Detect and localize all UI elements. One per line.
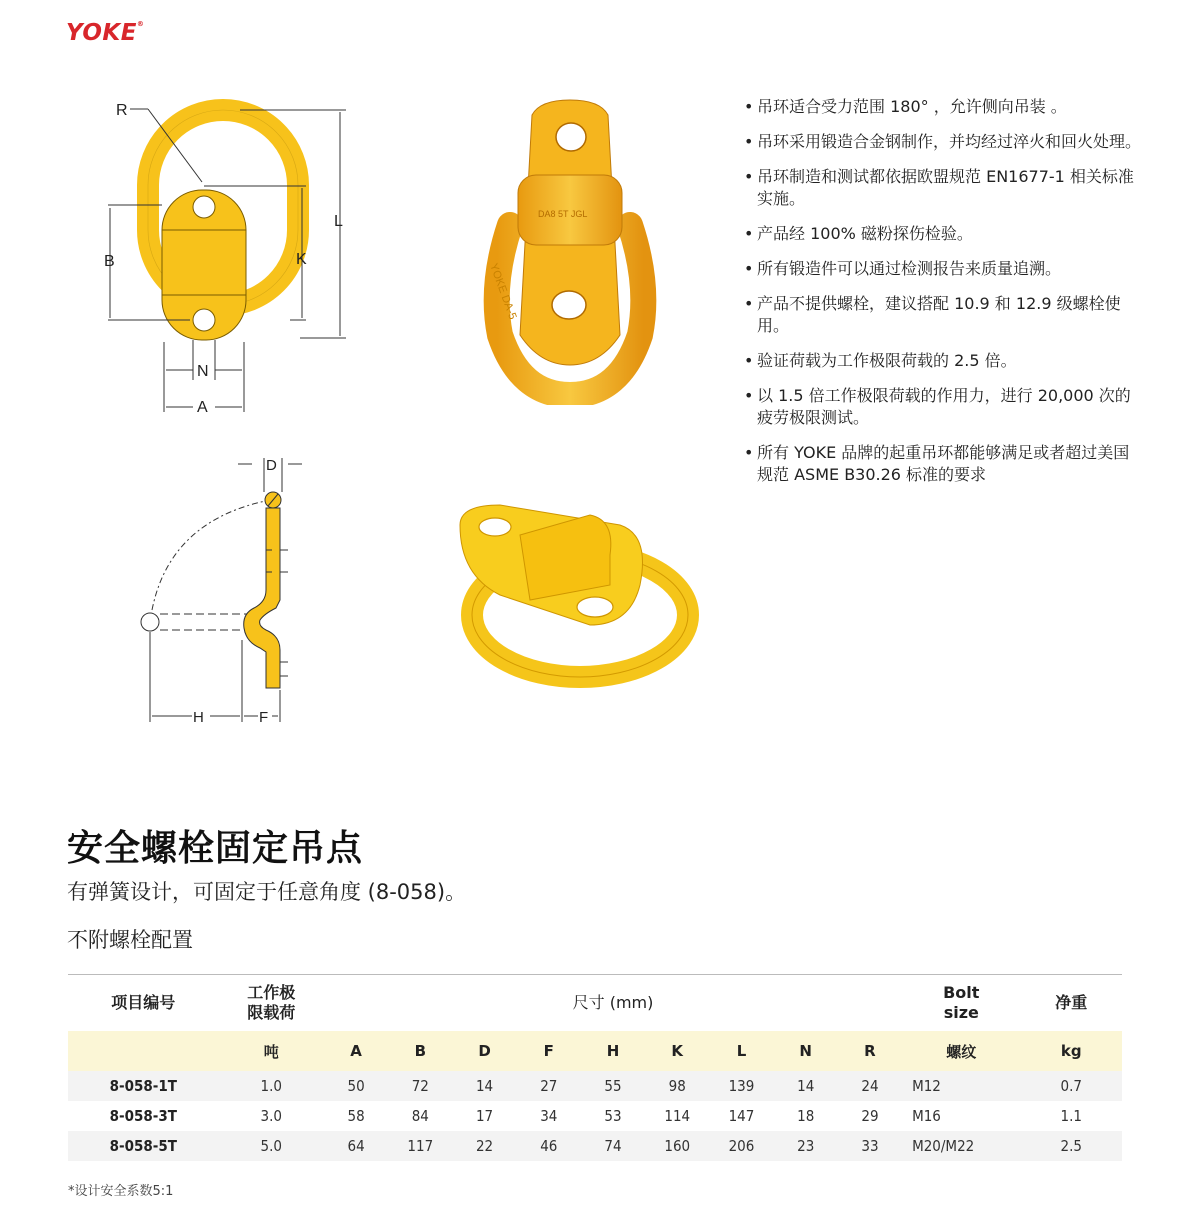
cell-wll: 3.0: [260, 1107, 282, 1125]
subheader-f: F: [517, 1031, 581, 1071]
header-wll-line2: 限载荷: [247, 1003, 296, 1022]
table-subheader-row: [68, 1031, 1122, 1071]
yoke-logo: [66, 20, 144, 46]
cell-f: 46: [517, 1131, 581, 1161]
cell-wll: 5.0: [219, 1131, 324, 1161]
side-dimension-drawing: [130, 450, 330, 730]
subheader-weight-unit: kg: [1021, 1031, 1123, 1071]
subheader-wll-unit: 吨: [219, 1031, 324, 1071]
header-item-no: 项目编号: [111, 993, 176, 1012]
logo-text: YOKE: [66, 20, 137, 46]
label-b: B: [104, 253, 115, 270]
cell-n: 18: [797, 1107, 815, 1125]
cell-d: 22: [452, 1131, 516, 1161]
cell-b: 84: [411, 1107, 429, 1125]
cell-a: 50: [324, 1071, 388, 1101]
cell-d: 14: [452, 1071, 516, 1101]
label-d: D: [266, 457, 277, 474]
subheader-d: D: [452, 1031, 516, 1071]
feature-list: [744, 96, 1144, 499]
header-dimensions: 尺寸 (mm): [572, 993, 654, 1012]
cell-weight: 0.7: [1021, 1071, 1123, 1101]
feature-item: • 吊环采用锻造合金钢制作，并均经过淬火和回火处理。: [744, 131, 1144, 153]
header-bolt: [902, 975, 1020, 1031]
cell-a: 64: [324, 1131, 388, 1161]
feature-item: • 吊环制造和测试都依据欧盟规范 EN1677-1 相关标准实施。: [744, 166, 1144, 210]
spec-table-wrapper: [68, 974, 1122, 1161]
subheader-r: R: [838, 1031, 902, 1071]
header-weight: 净重: [1055, 993, 1088, 1012]
cell-f: 34: [540, 1107, 558, 1125]
label-a: A: [197, 399, 208, 416]
cell-h: 74: [581, 1131, 645, 1161]
product-subtitle: 有弹簧设计，可固定于任意角度 (8-058)。: [67, 880, 467, 904]
cell-code: 8-058-5T: [68, 1131, 219, 1161]
product-note: 不附螺栓配置: [67, 928, 193, 952]
cell-k: 114: [664, 1107, 691, 1125]
cell-f: 27: [517, 1071, 581, 1101]
registered-mark: ®: [136, 20, 145, 28]
label-n: N: [197, 363, 209, 380]
label-k: K: [296, 251, 307, 268]
front-dimension-drawing: [90, 90, 370, 420]
table-row: [68, 1071, 1122, 1101]
subheader-thread: 螺纹: [902, 1031, 1020, 1071]
cell-b: 72: [388, 1071, 452, 1101]
product-photo-front: [470, 95, 670, 405]
subheader-n: N: [774, 1031, 838, 1071]
photo-mark-side: YOKE DA-5: [487, 261, 519, 322]
product-photo-angled: [440, 495, 700, 695]
cell-r: 24: [838, 1071, 902, 1101]
label-r: R: [116, 102, 128, 119]
label-l: L: [334, 213, 343, 230]
product-title: 安全螺栓固定吊点: [67, 828, 364, 869]
header-bolt-line2: size: [943, 1003, 979, 1022]
header-bolt-line1: Bolt: [943, 983, 980, 1002]
table-header-row: [68, 975, 1122, 1031]
feature-item: • 以 1.5 倍工作极限荷载的作用力，进行 20,000 次的疲劳极限测试。: [744, 385, 1144, 429]
cell-a: 58: [347, 1107, 365, 1125]
cell-bolt: M16: [912, 1107, 941, 1125]
header-wll-line1: 工作极: [247, 983, 296, 1002]
cell-l: 147: [728, 1107, 755, 1125]
cell-wll: 1.0: [219, 1071, 324, 1101]
cell-weight: 1.1: [1060, 1107, 1082, 1125]
cell-r: 29: [861, 1107, 879, 1125]
feature-item: • 吊环适合受力范围 180° ，允许侧向吊装 。: [744, 96, 1144, 118]
cell-h: 53: [604, 1107, 622, 1125]
cell-n: 23: [774, 1131, 838, 1161]
subheader-a: A: [324, 1031, 388, 1071]
cell-r: 33: [838, 1131, 902, 1161]
cell-bolt: M20/M22: [902, 1131, 1020, 1161]
cell-bolt: M12: [902, 1071, 1020, 1101]
subheader-l: L: [709, 1031, 773, 1071]
feature-item: • 产品不提供螺栓，建议搭配 10.9 和 12.9 级螺栓使用。: [744, 293, 1144, 337]
label-h: H: [193, 709, 204, 726]
feature-item: • 产品经 100% 磁粉探伤检验。: [744, 223, 1144, 245]
feature-item: • 所有 YOKE 品牌的起重吊环都能够满足或者超过美国规范 ASME B30.26 标准的要求: [744, 442, 1144, 486]
cell-l: 206: [709, 1131, 773, 1161]
feature-item: • 验证荷载为工作极限荷载的 2.5 倍。: [744, 350, 1144, 372]
subheader-h: H: [581, 1031, 645, 1071]
cell-n: 14: [774, 1071, 838, 1101]
label-f: F: [259, 709, 269, 726]
cell-d: 17: [475, 1107, 494, 1125]
photo-mark-front: DA8 5T JGL: [538, 209, 588, 219]
cell-b: 117: [388, 1131, 452, 1161]
subheader-b: B: [388, 1031, 452, 1071]
cell-h: 55: [581, 1071, 645, 1101]
feature-item: • 所有锻造件可以通过检测报告来质量追溯。: [744, 258, 1144, 280]
cell-weight: 2.5: [1021, 1131, 1123, 1161]
cell-code: 8-058-1T: [68, 1071, 219, 1101]
spec-table: [68, 975, 1122, 1161]
cell-k: 98: [645, 1071, 709, 1101]
header-wll: [219, 975, 324, 1031]
cell-k: 160: [645, 1131, 709, 1161]
subheader-blank: [68, 1031, 219, 1071]
cell-l: 139: [709, 1071, 773, 1101]
footnote: *设计安全系数5:1: [68, 1184, 174, 1199]
table-row: [68, 1131, 1122, 1161]
cell-code: 8-058-3T: [109, 1107, 177, 1125]
subheader-k: K: [645, 1031, 709, 1071]
table-row: [68, 1101, 1122, 1131]
